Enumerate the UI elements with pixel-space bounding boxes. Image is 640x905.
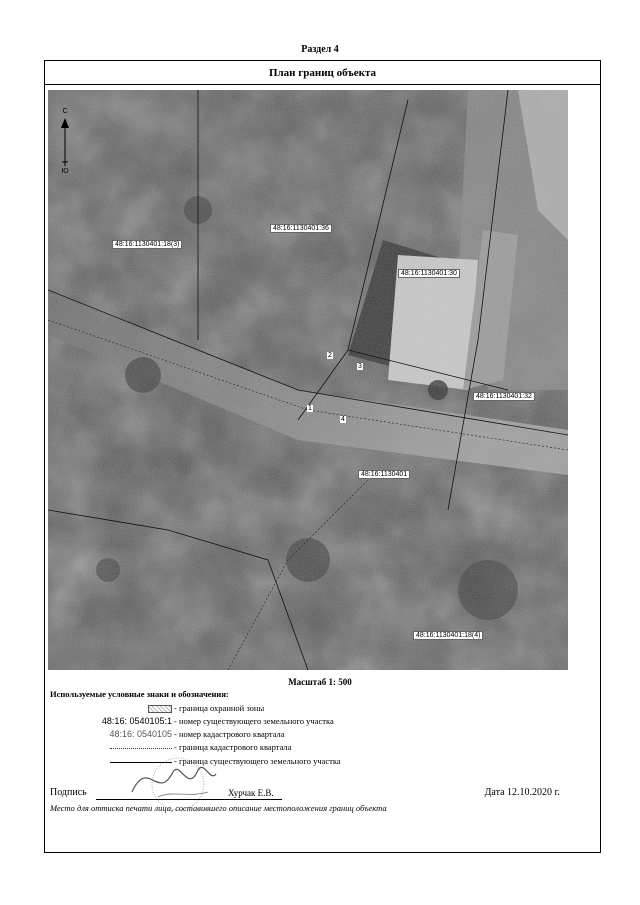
map-label-text: 48:16:1130401 [358, 470, 410, 479]
map-label-text: 48:16:1130401:18(4) [413, 631, 483, 640]
map-scale: Масштаб 1: 500 [288, 677, 352, 687]
signature-line [96, 799, 282, 800]
legend-item-parcel-boundary [0, 756, 560, 768]
legend-symbol: 48:16: 0540105 [109, 729, 172, 739]
map-canvas [48, 90, 568, 670]
point-number: 2 [328, 352, 332, 359]
legend-item-quarter-number [0, 729, 560, 741]
legend-symbol: 48:16: 0540105:1 [101, 716, 172, 726]
hatched-zone-icon [148, 705, 172, 713]
compass-south: Ю [61, 168, 69, 175]
map-label-18-3[interactable] [112, 233, 182, 251]
map-label-30[interactable] [398, 262, 460, 280]
boundary-point[interactable] [307, 397, 313, 415]
map-label-quarter[interactable] [358, 463, 410, 481]
map-label-text: 48:16:1130401:18(3) [112, 240, 182, 249]
plan-title: План границ объекта [45, 61, 600, 85]
point-number: 1 [308, 405, 312, 412]
signer-name: Хурчак Е.В. [228, 788, 274, 798]
boundary-point[interactable] [357, 355, 363, 373]
dotted-line-icon [110, 748, 172, 749]
boundary-point[interactable] [327, 344, 333, 362]
legend-heading: Используемые условные знаки и обозначения: [50, 689, 229, 699]
stamp-note: Место для оттиска печати лица, составившего описание местоположения границ объекта [50, 803, 387, 813]
map-label-32[interactable] [473, 385, 535, 403]
map-label-text: 48:16:1130401:30 [398, 269, 460, 278]
legend-symbol [62, 703, 172, 713]
compass-north: С [62, 108, 68, 115]
north-arrow-icon [58, 118, 72, 168]
legend-text: - граница кадастрового квартала [174, 742, 292, 752]
legend-text: - граница охранной зоны [174, 703, 265, 713]
legend-text: - граница существующего земельного участка [174, 756, 341, 766]
legend-text: - номер существующего земельного участка [174, 716, 334, 726]
map-label-text: 48:16:1130401:36 [270, 224, 332, 233]
legend-text: - номер кадастрового квартала [174, 729, 285, 739]
document-date: Дата 12.10.2020 г. [484, 787, 560, 798]
legend-symbol [62, 742, 172, 752]
point-number: 4 [341, 416, 345, 423]
section-title: Раздел 4 [301, 44, 339, 55]
compass [58, 108, 72, 180]
signature-label: Подпись [50, 787, 87, 798]
map-label-18-4[interactable] [413, 624, 483, 642]
aerial-map[interactable] [48, 90, 568, 670]
legend-item-parcel-number [0, 716, 560, 728]
legend-item-protection-zone [0, 703, 560, 715]
signature-row [50, 787, 560, 801]
map-label-36[interactable] [270, 217, 332, 235]
boundary-point[interactable] [340, 408, 346, 426]
legend-item-quarter-boundary [0, 742, 560, 754]
map-label-text: 48:16:1130401:32 [473, 392, 535, 401]
point-number: 3 [358, 363, 362, 370]
